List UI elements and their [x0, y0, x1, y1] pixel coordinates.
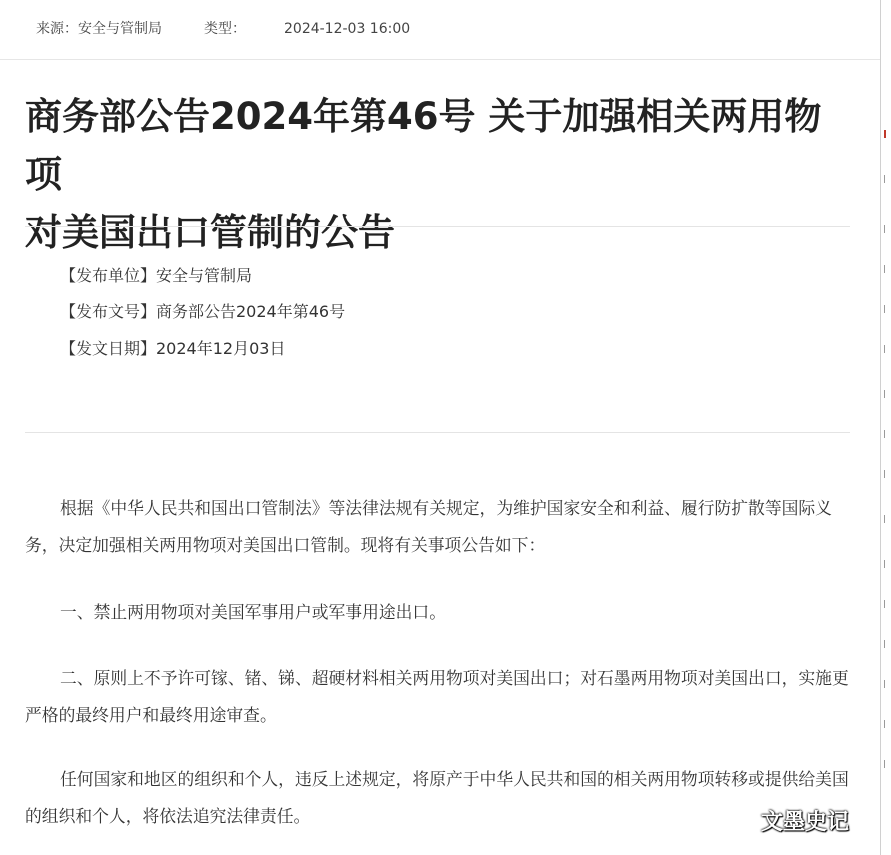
- info-divider: [25, 432, 850, 433]
- body-paragraph-item-2: 二、原则上不予许可镓、锗、锑、超硬材料相关两用物项对美国出口；对石墨两用物项对美国出口，实施更严格的最终用户和最终用途审查。: [25, 668, 849, 725]
- strip-mark: [884, 430, 890, 438]
- strip-mark: [884, 305, 890, 313]
- article-title-line-1: 商务部公告2024年第46号 关于加强相关两用物项: [25, 95, 822, 196]
- body-paragraph-item-1: 一、禁止两用物项对美国军事用户或军事用途出口。: [60, 602, 446, 622]
- strip-mark: [884, 680, 890, 688]
- strip-mark: [884, 640, 890, 648]
- article-title-line-2: 对美国出口管制的公告: [25, 211, 395, 254]
- title-divider: [25, 226, 850, 227]
- adjacent-column-edge: [880, 0, 891, 855]
- strip-mark: [884, 720, 890, 728]
- strip-mark: [884, 760, 890, 768]
- article-meta-bar: [0, 0, 880, 60]
- strip-mark: [884, 265, 890, 273]
- doc-number-line: 【发布文号】商务部公告2024年第46号: [60, 302, 346, 321]
- issuer-line: 【发布单位】安全与管制局: [60, 266, 253, 285]
- body-paragraph-liability: 任何国家和地区的组织和个人，违反上述规定，将原产于中华人民共和国的相关两用物项转移或提供给美国的组织和个人，将依法追究法律责任。: [25, 769, 849, 826]
- source-label: 来源：安全与管制局: [36, 21, 162, 37]
- type-label: 类型：: [204, 21, 246, 37]
- strip-mark: [884, 130, 891, 138]
- issue-date-line: 【发文日期】2024年12月03日: [60, 339, 286, 358]
- strip-mark: [884, 390, 890, 398]
- publish-datetime: 2024-12-03 16:00: [284, 21, 411, 37]
- strip-mark: [884, 600, 890, 608]
- strip-mark: [884, 225, 890, 233]
- strip-mark: [884, 345, 890, 353]
- strip-mark: [884, 515, 890, 523]
- article-title: [25, 88, 855, 262]
- strip-mark: [884, 175, 890, 183]
- strip-mark: [884, 470, 890, 478]
- body-paragraph-intro: 根据《中华人民共和国出口管制法》等法律法规有关规定，为维护国家安全和利益、履行防扩散等国际义务，决定加强相关两用物项对美国出口管制。现将有关事项公告如下：: [25, 498, 832, 555]
- strip-mark: [884, 560, 890, 568]
- watermark-text: 文墨史记: [761, 810, 850, 835]
